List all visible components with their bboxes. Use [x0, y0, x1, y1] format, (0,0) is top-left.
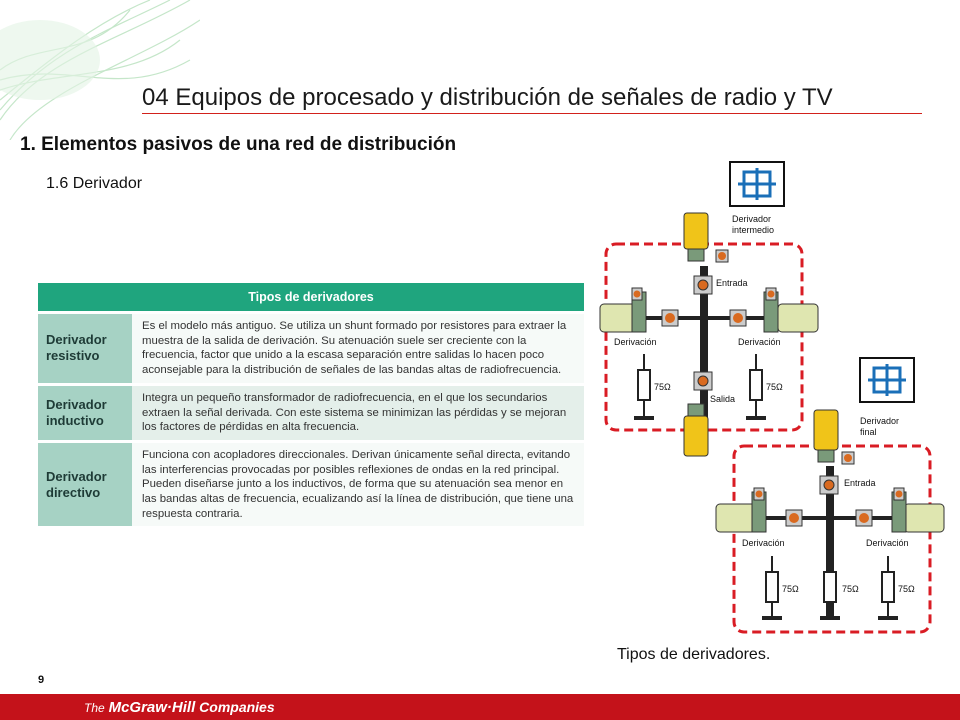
row-label [38, 441, 132, 526]
intermediate-resistor-left-label: 75Ω [654, 382, 671, 392]
page-number: 9 [38, 674, 45, 686]
row-label-line: Derivador [46, 332, 107, 348]
row-label-line: Derivador [46, 396, 107, 412]
row-label-line: resistivo [46, 348, 100, 364]
section-title: 1. Elementos pasivos de una red de distribución [20, 134, 457, 155]
tap-diagram [592, 158, 952, 638]
figure-caption: Tipos de derivadores. [617, 646, 771, 663]
row-label-line: directivo [46, 484, 101, 500]
final-resistor-right-label: 75Ω [898, 584, 915, 594]
publisher-logo [84, 699, 275, 716]
final-resistor-center-label: 75Ω [842, 584, 859, 594]
final-entrada-label: Entrada [844, 478, 876, 488]
tap-types-table [38, 283, 584, 526]
table-row [38, 313, 584, 385]
subsection-title: 1.6 Derivador [46, 175, 143, 192]
logo-brand: McGraw·Hill [108, 699, 196, 716]
logo-companies: Companies [199, 699, 275, 715]
intermediate-tap-diagram [600, 162, 818, 456]
final-derivacion-left-label: Derivación [742, 538, 785, 548]
intermediate-salida-label: Salida [710, 394, 736, 404]
row-description: Es el modelo más antiguo. Se utiliza un shunt formado por resistores para extraer la muestra de la salida de derivación. Su atenuación suele ser creciente con la frecuencia, factor que unido a la escasa separación entre salidas lo hacen poco aconsejable para la distribución de señales de las bandas altas de radiofrecuencia. [132, 313, 584, 385]
table-row [38, 384, 584, 441]
final-derivacion-right-label: Derivación [866, 538, 909, 548]
intermediate-derivacion-right-label: Derivación [738, 337, 781, 347]
slide-header-title: 04 Equipos de procesado y distribución de señales de radio y TV [142, 84, 833, 111]
intermediate-symbol-label: Derivador [732, 214, 772, 224]
table-title: Tipos de derivadores [38, 283, 584, 313]
final-resistor-left-label: 75Ω [782, 584, 799, 594]
final-symbol-label: Derivador [860, 416, 900, 426]
row-description: Integra un pequeño transformador de radiofrecuencia, en el que los secundarios extraen la señal derivada. Con este sistema se minimizan las pérdidas y se mejoran los factores de pérdidas en alta frecuencia. [132, 384, 584, 441]
row-description: Funciona con acopladores direccionales. Derivan únicamente señal directa, evitando las interferencias provocadas por posibles reflexiones de ondas en la red principal. Pueden diseñarse junto a los inductivos, de forma que su atenuación sea menor en las bandas altas de frecuencia, ecualizando así la línea de distribución, que tiene una respuesta contraria. [132, 441, 584, 526]
intermediate-derivacion-left-label: Derivación [614, 337, 657, 347]
row-label [38, 313, 132, 385]
final-symbol-label: final [860, 427, 877, 437]
table-row [38, 441, 584, 526]
decorative-swirl [0, 0, 200, 140]
intermediate-resistor-right-label: 75Ω [766, 382, 783, 392]
logo-the: The [84, 701, 105, 715]
intermediate-entrada-label: Entrada [716, 278, 748, 288]
row-label-line: Derivador [46, 468, 107, 484]
row-label-line: inductivo [46, 412, 104, 428]
header-divider [142, 113, 922, 114]
intermediate-symbol-label: intermedio [732, 225, 775, 235]
row-label [38, 384, 132, 441]
